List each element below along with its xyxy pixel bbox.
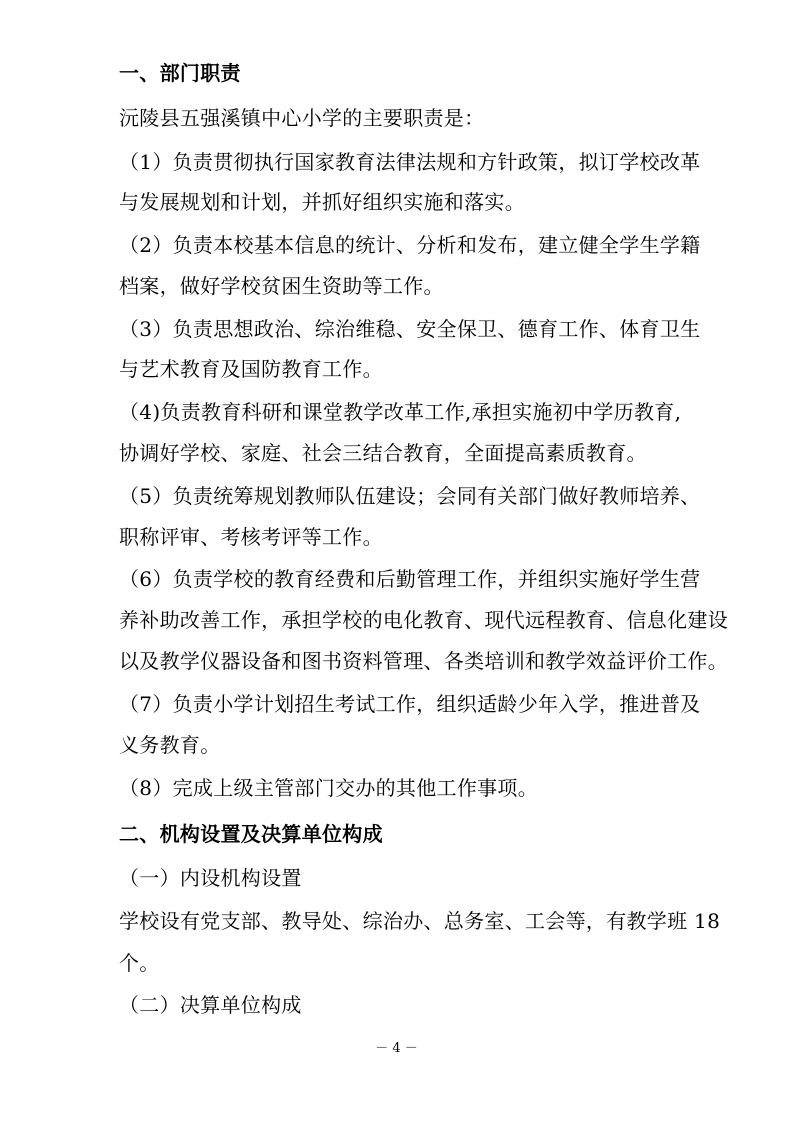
duty-item-4-line-2: 协调好学校、家庭、社会三结合教育，全面提高素质教育。 [119, 441, 647, 465]
internal-structure-text-line-1: 学校设有党支部、教导处、综治办、总务室、工会等，有教学班 18 [119, 909, 721, 933]
duty-item-5-line-2: 职称评审、考核考评等工作。 [119, 525, 383, 549]
duty-item-5-line-1: （5）负责统筹规划教师队伍建设；会同有关部门做好教师培养、 [119, 484, 701, 508]
duty-item-7-line-1: （7）负责小学计划招生考试工作，组织适龄少年入学，推进普及 [119, 692, 701, 716]
duty-item-8-line-1: （8）完成上级主管部门交办的其他工作事项。 [119, 776, 539, 800]
duty-item-1-line-1: （1）负责贯彻执行国家教育法律法规和方针政策，拟订学校改革 [119, 150, 701, 174]
subsection-internal-structure: （一）内设机构设置 [119, 866, 302, 890]
duty-item-3-line-2: 与艺术教育及国防教育工作。 [119, 357, 383, 381]
duty-item-3-line-1: （3）负责思想政治、综治维稳、安全保卫、德育工作、体育卫生 [119, 317, 701, 341]
internal-structure-text-line-2: 个。 [119, 951, 160, 975]
duty-item-2-line-2: 档案，做好学校贫困生资助等工作。 [119, 274, 444, 298]
duty-item-6-line-3: 以及教学仪器设备和图书资料管理、各类培训和教学效益评价工作。 [119, 649, 728, 673]
duty-item-4-line-1: （4)负责教育科研和课堂教学改革工作,承担实施初中学历教育, [119, 400, 682, 424]
duty-item-7-line-2: 义务教育。 [119, 733, 221, 757]
duties-intro: 沅陵县五强溪镇中心小学的主要职责是： [119, 106, 485, 130]
duty-item-6-line-1: （6）负责学校的教育经费和后勤管理工作，并组织实施好学生营 [119, 567, 701, 591]
duty-item-1-line-2: 与发展规划和计划，并抓好组织实施和落实。 [119, 190, 525, 214]
section-heading-duties: 一、部门职责 [119, 61, 241, 85]
duty-item-6-line-2: 养补助改善工作，承担学校的电化教育、现代远程教育、信息化建设 [119, 608, 728, 632]
duty-item-2-line-1: （2）负责本校基本信息的统计、分析和发布，建立健全学生学籍 [119, 233, 701, 257]
subsection-accounting-units: （二）决算单位构成 [119, 993, 302, 1017]
page-number: － 4 － [375, 1041, 418, 1056]
section-heading-organization: 二、机构设置及决算单位构成 [119, 822, 383, 846]
